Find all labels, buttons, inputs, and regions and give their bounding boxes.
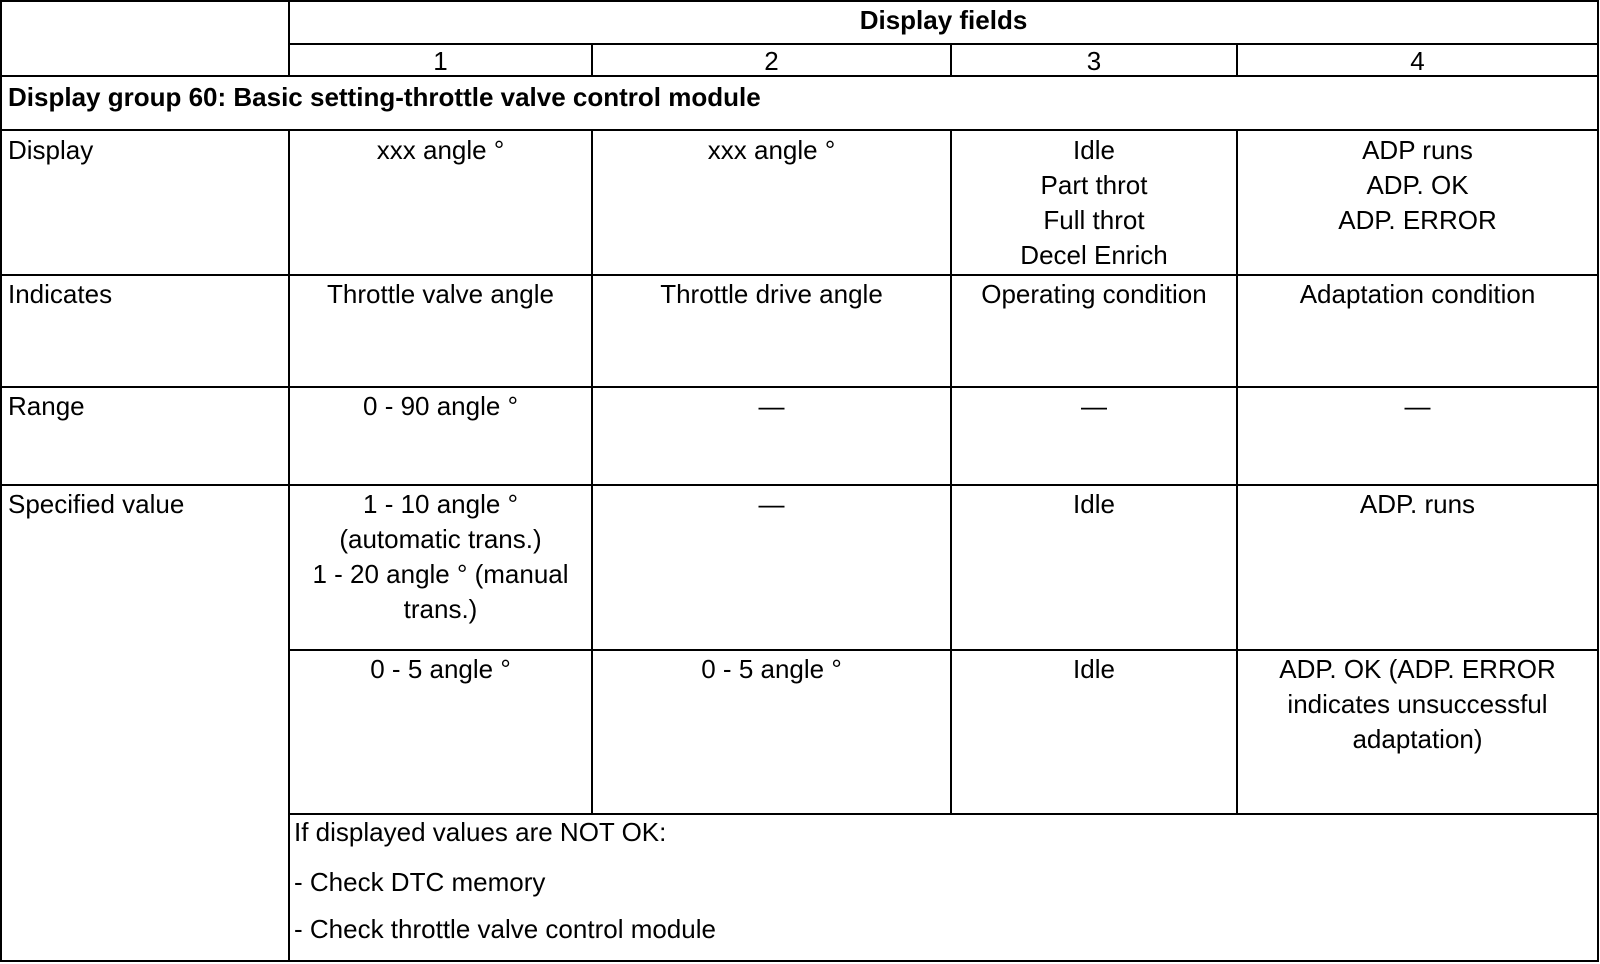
cell-line: Decel Enrich — [1020, 240, 1168, 270]
group-title: Display group 60: Basic setting-throttle valve control module — [8, 82, 761, 112]
cell-line: Part throt — [1040, 170, 1148, 200]
row-label-display: Display — [8, 135, 94, 165]
cell-line: trans.) — [403, 594, 478, 624]
cell-line: xxx angle ° — [376, 135, 505, 165]
note-check-module: - Check throttle valve control module — [294, 914, 716, 944]
specified-a-field-2: — — [758, 489, 785, 519]
indicates-field-1: Throttle valve angle — [327, 279, 554, 309]
row-label-indicates: Indicates — [8, 279, 113, 309]
range-field-2: — — [758, 391, 785, 421]
column-header-3: 3 — [1086, 46, 1102, 76]
specified-b-field-2: 0 - 5 angle ° — [701, 654, 842, 684]
range-field-3: — — [1081, 391, 1107, 421]
table-border-right — [1597, 0, 1599, 962]
cell-line: xxx angle ° — [707, 135, 836, 165]
row-label-range: Range — [8, 391, 85, 421]
note-check-dtc: - Check DTC memory — [294, 867, 546, 897]
display-field-4 — [1238, 133, 1597, 238]
specified-a-field-4: ADP. runs — [1359, 489, 1476, 519]
note-intro: If displayed values are NOT OK: — [294, 817, 667, 847]
header-display-fields: Display fields — [859, 5, 1028, 35]
display-field-1 — [290, 133, 591, 168]
cell-line: ADP. ERROR — [1338, 205, 1497, 235]
specified-a-field-3: Idle — [1073, 489, 1115, 519]
indicates-field-3: Operating condition — [981, 279, 1207, 309]
range-field-4: — — [1404, 391, 1431, 421]
table-border-top — [0, 0, 1599, 2]
indicates-field-4: Adaptation condition — [1299, 279, 1536, 309]
cell-line: adaptation) — [1352, 724, 1483, 754]
col-divider-1-2 — [591, 130, 593, 814]
column-header-4: 4 — [1410, 46, 1425, 76]
cell-line: ADP. OK (ADP. ERROR — [1279, 654, 1556, 684]
row-rule — [0, 386, 1599, 388]
cell-line: Full throt — [1043, 205, 1145, 235]
cell-line: ADP. OK — [1366, 170, 1469, 200]
indicates-field-2: Throttle drive angle — [660, 279, 883, 309]
row-rule — [0, 129, 1599, 131]
specified-a-field-1 — [290, 487, 591, 627]
table-border-bottom — [0, 960, 1599, 962]
specified-b-field-3: Idle — [1073, 654, 1115, 684]
cell-line: 1 - 10 angle ° — [363, 489, 518, 519]
specified-b-field-1: 0 - 5 angle ° — [370, 654, 511, 684]
cell-line: ADP runs — [1362, 135, 1473, 165]
cell-line: 1 - 20 angle ° (manual — [312, 559, 569, 589]
row-rule — [0, 274, 1599, 276]
display-field-2 — [593, 133, 950, 168]
specified-b-field-4 — [1238, 652, 1597, 757]
cell-line: (automatic trans.) — [339, 524, 542, 554]
column-header-1: 1 — [433, 46, 448, 76]
row-rule — [0, 484, 1599, 486]
range-field-1: 0 - 90 angle ° — [363, 391, 518, 421]
cell-line: indicates unsuccessful — [1287, 689, 1548, 719]
cell-line: Idle — [1073, 135, 1115, 165]
column-header-2: 2 — [764, 46, 779, 76]
display-field-3 — [952, 133, 1236, 273]
row-rule — [288, 649, 1599, 651]
row-label-specified-value: Specified value — [8, 489, 185, 519]
